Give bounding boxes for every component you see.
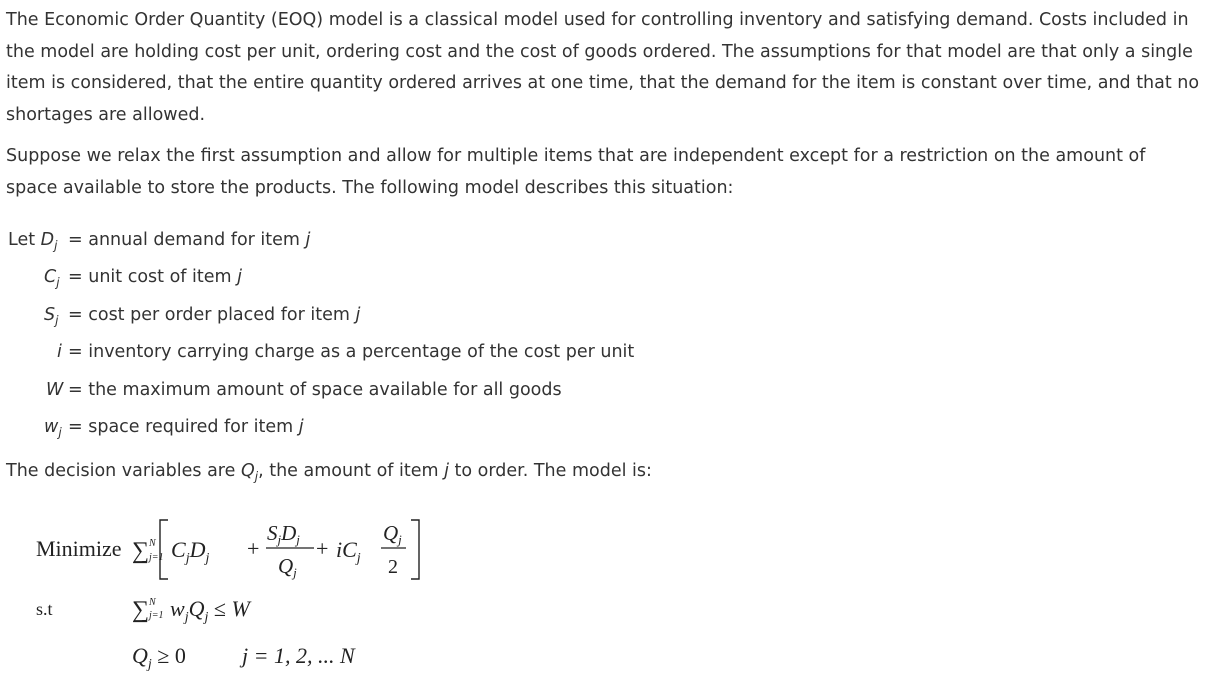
definition-symbol: D <box>40 230 55 250</box>
definition-symbol: W <box>46 380 64 400</box>
sum-upper-limit: N <box>149 597 156 608</box>
definition-subscript: j <box>56 275 60 290</box>
decision-subscript: j <box>254 469 259 484</box>
definition-text: annual demand for item <box>88 230 306 250</box>
decision-var: j <box>444 461 449 481</box>
definition-symbol: i <box>57 342 62 362</box>
definition-var: j <box>305 230 311 250</box>
constraint-label: s.t <box>36 599 53 619</box>
definition-subscript: j <box>54 238 58 253</box>
definition-text: inventory carrying charge as a percentage of the cost per unit <box>88 342 635 362</box>
index-range: j = 1, 2, ... N <box>242 643 355 668</box>
fraction-denominator: 2 <box>388 556 398 578</box>
definition-prefix: Let <box>8 230 41 250</box>
definition-text: space required for item <box>88 417 299 437</box>
intro-paragraph-2: Suppose we relax the first assumption and allow for multiple items that are independent except for a restriction on the amount of space available to store the products. The following model describes this situation: <box>6 146 1146 198</box>
definition-symbol: w <box>44 417 59 437</box>
term-cost-goods: $C_jD_j$ <box>171 537 210 566</box>
definition-text: the maximum amount of space available for all goods <box>88 380 562 400</box>
decision-symbol: Q <box>240 461 255 481</box>
objective-label: Minimize <box>36 536 122 561</box>
left-bracket-icon <box>160 520 168 579</box>
fraction-numerator: Qj <box>383 521 402 547</box>
definition-var: j <box>298 417 304 437</box>
fraction-denominator: Qj <box>278 554 297 580</box>
definition-var: j <box>355 305 361 325</box>
intro-paragraph-1: The Economic Order Quantity (EOQ) model is a classical model used for controlling inventory and satisfying demand. Costs included in the model are holding cost per unit, ordering cost and the cost of goods ordered. The assumptions for that model are that only a single item is considered, that the entire quantity ordered arrives at one time, that the demand for the item is constant over time, and that no shortages are allowed. <box>6 10 1200 125</box>
nonnegativity-constraint: $Q_j \ge 0$ <box>132 643 186 672</box>
fraction-numerator: SjDj <box>267 521 300 547</box>
decision-text-middle: , the amount of item <box>258 461 445 481</box>
decision-variables-sentence <box>6 459 652 489</box>
sum-upper-limit: N <box>149 538 156 549</box>
term-holding-cost: $iC_j$ <box>336 537 361 566</box>
definition-symbol: S <box>44 305 56 325</box>
definition-subscript: j <box>58 425 62 440</box>
sum-lower-limit: j=1 <box>149 610 164 621</box>
optimization-model <box>0 500 480 681</box>
decision-text-before: The decision variables are <box>6 461 241 481</box>
right-bracket-icon <box>411 520 419 579</box>
sum-lower-limit: j=1 <box>149 552 164 563</box>
constraint-expression: $w_jQ_j \le W$ <box>170 596 250 625</box>
definition-subscript: j <box>55 313 59 328</box>
plus-sign: + <box>247 536 260 561</box>
decision-text-after: to order. The model is: <box>448 461 652 481</box>
summation-icon: ∑ <box>132 597 150 623</box>
definition-text: cost per order placed for item <box>88 305 356 325</box>
definition-text: unit cost of item <box>88 267 238 287</box>
model-formula <box>0 500 480 681</box>
definition-symbol: C <box>44 267 57 287</box>
summation-icon: ∑ <box>132 538 150 564</box>
definition-var: j <box>237 267 242 287</box>
plus-sign: + <box>316 536 329 561</box>
